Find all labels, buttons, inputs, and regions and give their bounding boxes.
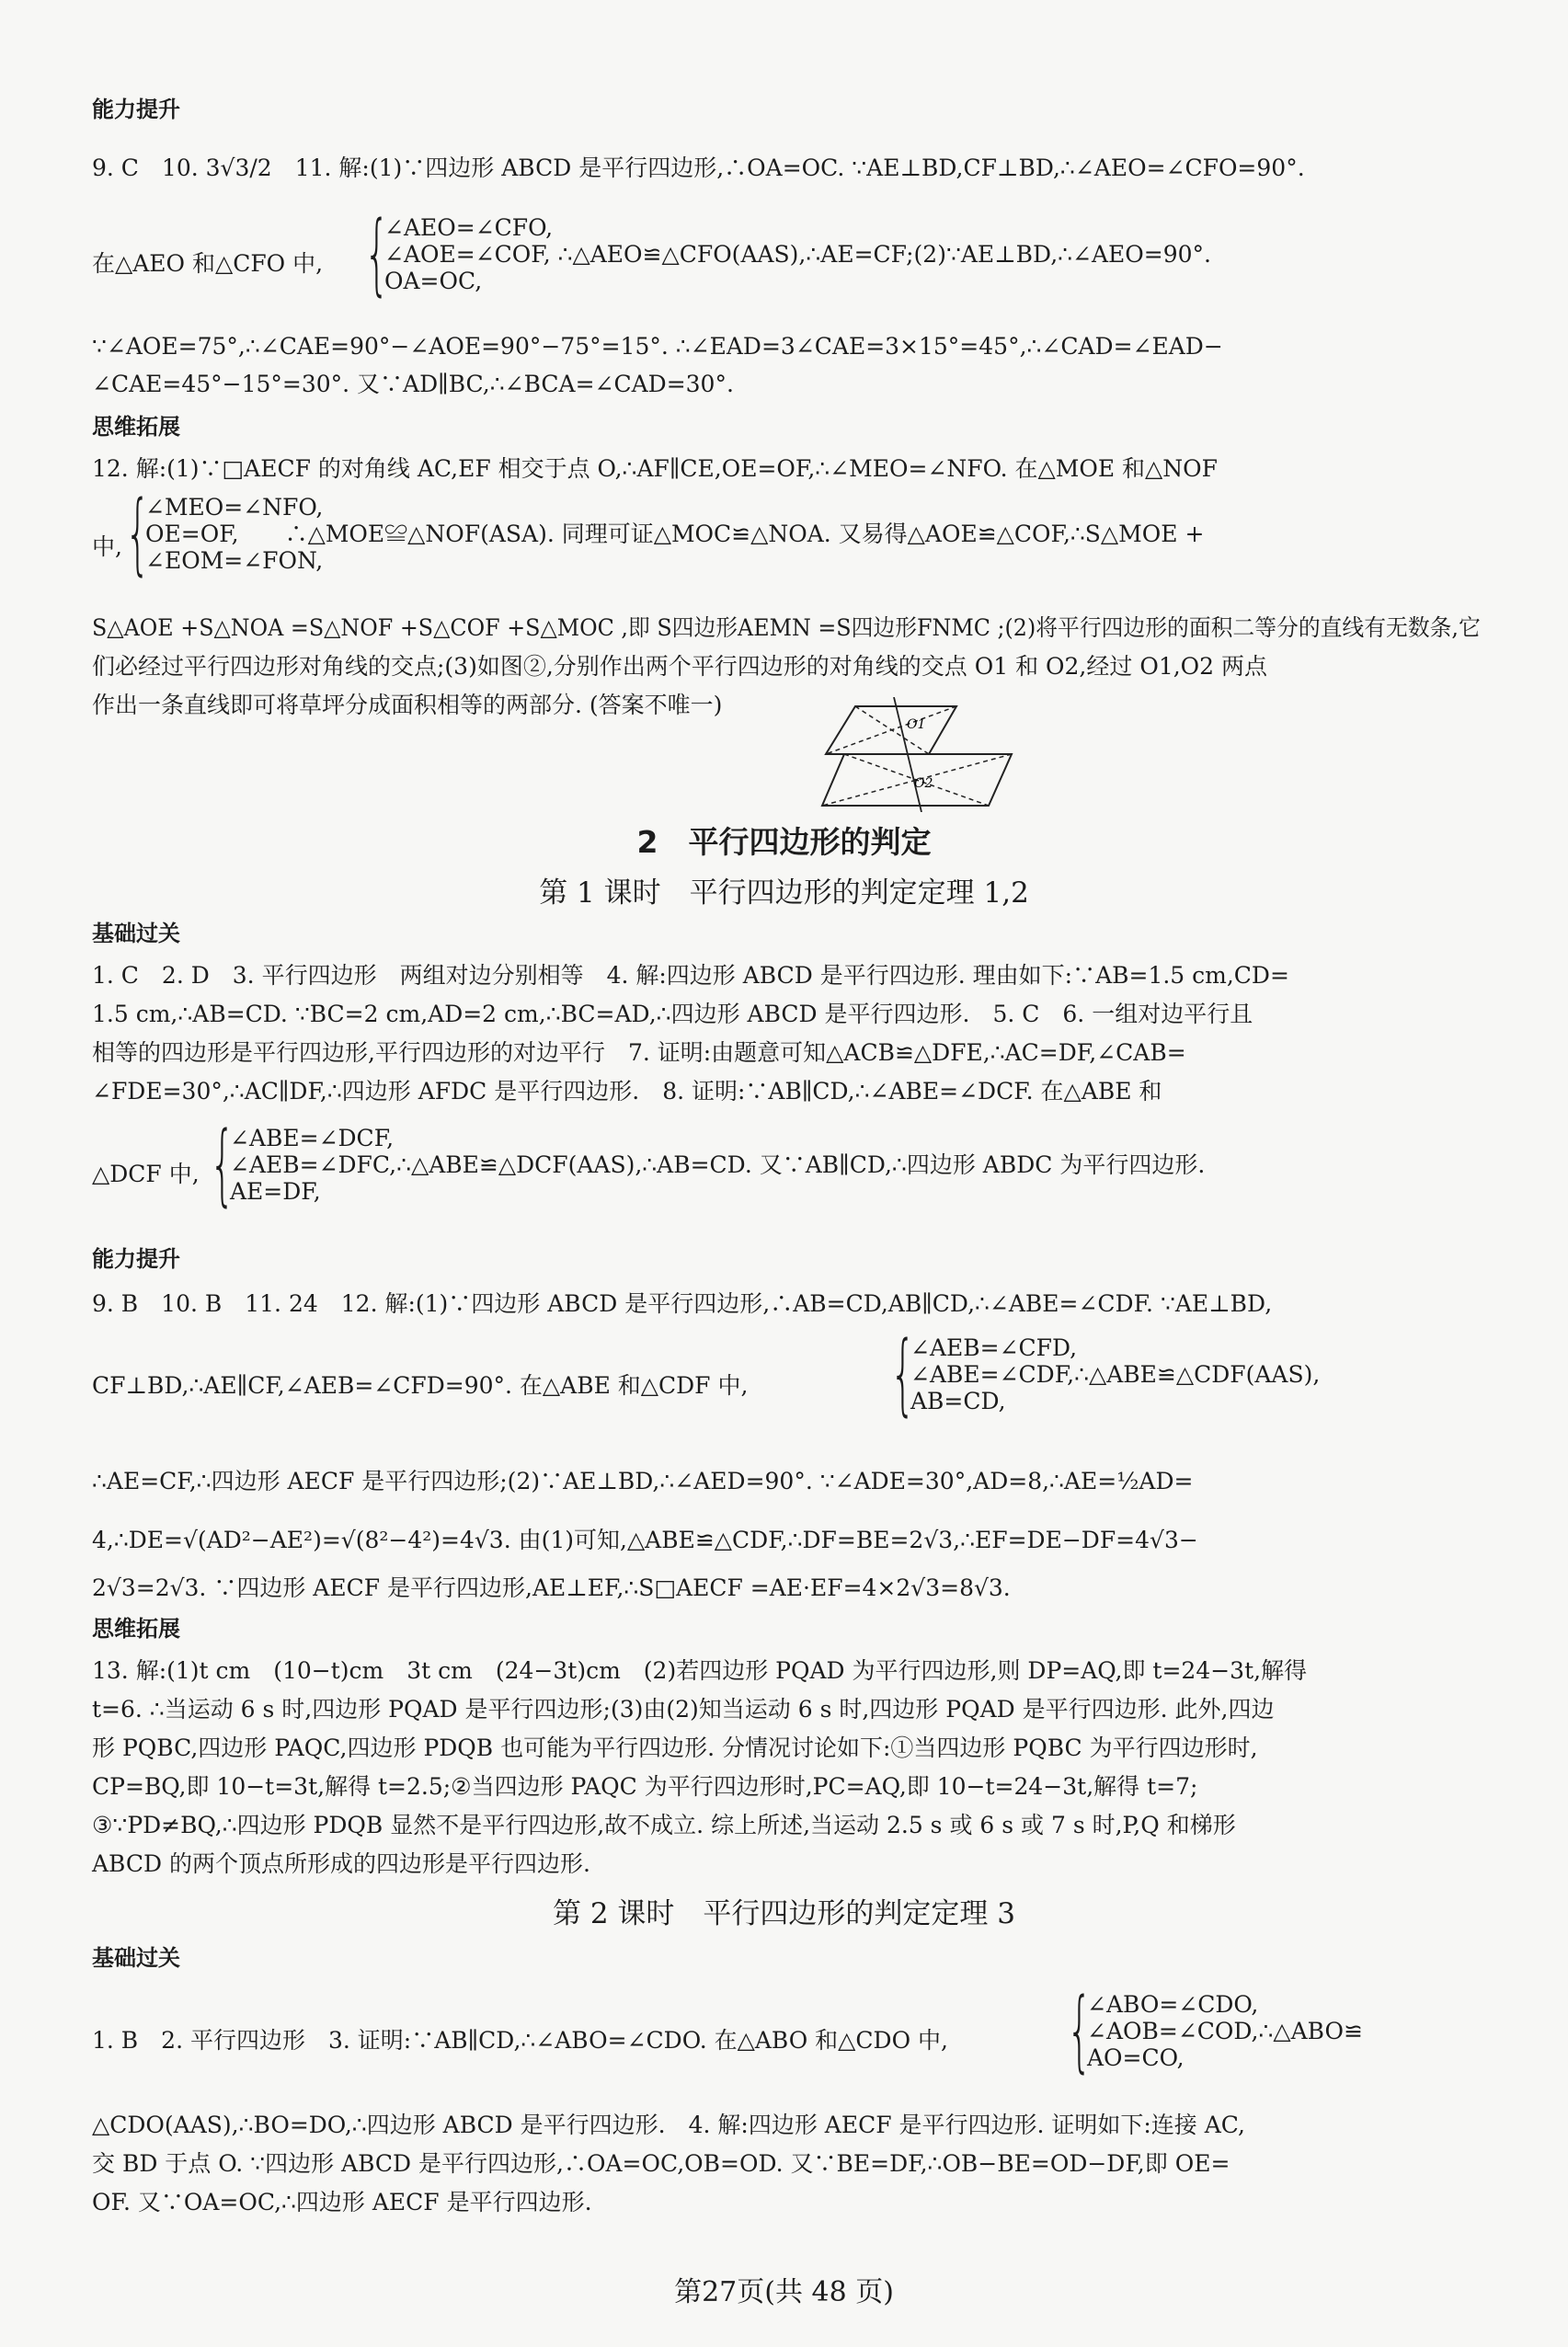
answer-line: 2√3=2√3. ∵四边形 AECF 是平行四边形,AE⊥EF,∴S□AECF =AE·EF=4×2√3=8√3. [92,1574,1011,1601]
answer-line: 1.5 cm,∴AB=CD. ∵BC=2 cm,AD=2 cm,∴BC=AD,∴四边形 ABCD 是平行四边形. 5. C 6. 一组对边平行且 [92,1001,1253,1027]
answer-line: 9. B 10. B 11. 24 12. 解:(1)∵四边形 ABCD 是平行四边形,∴AB=CD,AB∥CD,∴∠ABE=∠CDF. ∵AE⊥BD, [92,1290,1273,1317]
answer-line: OF. 又∵OA=OC,∴四边形 AECF 是平行四边形. [92,2189,592,2215]
brace-line: ∠AEO=∠CFO, [384,213,554,241]
parallelogram-figure [818,697,1021,812]
answer-line: CF⊥BD,∴AE∥CF,∠AEB=∠CFD=90°. 在△ABE 和△CDF 中, [92,1372,749,1399]
answer-line: 交 BD 于点 O. ∵四边形 ABCD 是平行四边形,∴OA=OC,OB=OD. 又∵BE=DF,∴OB−BE=OD−DF,即 OE= [92,2150,1230,2177]
point-label: O2 [914,776,933,791]
condition-brace [364,202,1211,305]
answer-line: 12. 解:(1)∵□AECF 的对角线 AC,EF 相交于点 O,∴AF∥CE,OE=OF,∴∠MEO=∠NFO. 在△MOE 和△NOF [92,455,1219,482]
brace-line: OE=OF, ∴△MOE≌△NOF(ASA). 同理可证△MOC≌△NOA. 又易得△AOE≌△COF,∴S△MOE + [145,520,1205,547]
chapter-title: 2 平行四边形的判定 [636,824,932,860]
section-heading: 思维拓展 [92,414,180,440]
brace-line: ∠ABE=∠CDF,∴△ABE≌△CDF(AAS), [910,1360,1321,1388]
answer-line: ③∵PD≠BQ,∴四边形 PDQB 显然不是平行四边形,故不成立. 综上所述,当运动 2.5 s 或 6 s 或 7 s 时,P,Q 和梯形 [92,1812,1236,1838]
lesson-title: 第 2 课时 平行四边形的判定定理 3 [552,1897,1015,1930]
answer-line: △CDO(AAS),∴BO=DO,∴四边形 ABCD 是平行四边形. 4. 解:四边形 AECF 是平行四边形. 证明如下:连接 AC, [92,2112,1245,2138]
point-label: O1 [907,717,926,732]
section-heading: 基础过关 [92,921,180,946]
section-heading: 基础过关 [92,1945,180,1971]
answer-line: 1. B 2. 平行四边形 3. 证明:∵AB∥CD,∴∠ABO=∠CDO. 在△ABO 和△CDO 中, [92,2027,948,2054]
answer-line: ABCD 的两个顶点所形成的四边形是平行四边形. [92,1850,590,1877]
answer-line: 们必经过平行四边形对角线的交点;(3)如图②,分别作出两个平行四边形的对角线的交点 O1 和 O2,经过 O1,O2 两点 [92,653,1268,680]
answer-line: ∵∠AOE=75°,∴∠CAE=90°−∠AOE=90°−75°=15°. ∴∠EAD=3∠CAE=3×15°=45°,∴∠CAD=∠EAD− [92,333,1223,360]
brace-symbol: { [125,482,151,585]
answer-line: 作出一条直线即可将草坪分成面积相等的两部分. (答案不唯一) [92,692,723,718]
brace-line: ∠ABO=∠CDO, [1087,1990,1259,2018]
answer-line: ∠CAE=45°−15°=30°. 又∵AD∥BC,∴∠BCA=∠CAD=30°. [92,371,734,397]
brace-line: AB=CD, [910,1387,1006,1414]
page-number: 第27页(共 48 页) [674,2276,894,2308]
brace-line: AE=DF, [230,1177,321,1205]
condition-brace [890,1322,1321,1425]
answer-line: ∴AE=CF,∴四边形 AECF 是平行四边形;(2)∵AE⊥BD,∴∠AED=90°. ∵∠ADE=30°,AD=8,∴AE=½AD= [92,1468,1194,1494]
answer-line: 4,∴DE=√(AD²−AE²)=√(8²−4²)=4√3. 由(1)可知,△ABE≌△CDF,∴DF=BE=2√3,∴EF=DE−DF=4√3− [92,1527,1198,1553]
brace-symbol: { [210,1113,235,1216]
brace-line: ∠AOB=∠COD,∴△ABO≌ [1087,2017,1363,2044]
answer-line: 相等的四边形是平行四边形,平行四边形的对边平行 7. 证明:由题意可知△ACB≌△DFE,∴AC=DF,∠CAB= [92,1039,1186,1066]
condition-brace [125,482,1205,585]
lesson-title: 第 1 课时 平行四边形的判定定理 1,2 [539,876,1029,910]
answer-line: 中, [92,533,122,560]
brace-line: ∠AEB=∠CFD, [910,1334,1078,1361]
brace-symbol: { [1067,1979,1093,2082]
brace-line: ∠MEO=∠NFO, [145,493,324,521]
answer-line: 在△AEO 和△CFO 中, [92,250,324,277]
answer-line: 1. C 2. D 3. 平行四边形 两组对边分别相等 4. 解:四边形 ABCD 是平行四边形. 理由如下:∵AB=1.5 cm,CD= [92,962,1289,989]
answer-line: 13. 解:(1)t cm (10−t)cm 3t cm (24−3t)cm (2)若四边形 PQAD 为平行四边形,则 DP=AQ,即 t=24−3t,解得 [92,1657,1308,1684]
answer-line: t=6. ∴当运动 6 s 时,四边形 PQAD 是平行四边形;(3)由(2)知当运动 6 s 时,四边形 PQAD 是平行四边形. 此外,四边 [92,1696,1275,1723]
answer-line: 9. C 10. 3√3/2 11. 解:(1)∵四边形 ABCD 是平行四边形,∴OA=OC. ∵AE⊥BD,CF⊥BD,∴∠AEO=∠CFO=90°. [92,155,1305,181]
answer-line: △DCF 中, [92,1161,200,1187]
brace-line: AO=CO, [1087,2044,1185,2071]
condition-brace [210,1113,1206,1216]
answer-line: 形 PQBC,四边形 PAQC,四边形 PDQB 也可能为平行四边形. 分情况讨论如下:①当四边形 PQBC 为平行四边形时, [92,1734,1258,1761]
brace-symbol: { [364,202,390,305]
brace-line: ∠AOE=∠COF, ∴△AEO≌△CFO(AAS),∴AE=CF;(2)∵AE⊥BD,∴∠AEO=90°. [384,240,1211,268]
section-heading: 能力提升 [92,97,180,122]
answer-line: S△AOE +S△NOA =S△NOF +S△COF +S△MOC ,即 S四边形AEMN =S四边形FNMC ;(2)将平行四边形的面积二等分的直线有无数条,它 [92,614,1481,641]
brace-symbol: { [890,1322,916,1425]
brace-line: OA=OC, [384,267,483,294]
answer-line: ∠FDE=30°,∴AC∥DF,∴四边形 AFDC 是平行四边形. 8. 证明:∵AB∥CD,∴∠ABE=∠DCF. 在△ABE 和 [92,1078,1162,1105]
section-heading: 能力提升 [92,1246,180,1272]
brace-line: ∠EOM=∠FON, [145,546,324,574]
brace-line: ∠AEB=∠DFC,∴△ABE≌△DCF(AAS),∴AB=CD. 又∵AB∥CD,∴四边形 ABDC 为平行四边形. [230,1151,1206,1178]
answer-line: CP=BQ,即 10−t=3t,解得 t=2.5;②当四边形 PAQC 为平行四边形时,PC=AQ,即 10−t=24−3t,解得 t=7; [92,1773,1198,1800]
brace-line: ∠ABE=∠DCF, [230,1124,395,1151]
section-heading: 思维拓展 [92,1616,180,1642]
condition-brace [1067,1979,1363,2082]
